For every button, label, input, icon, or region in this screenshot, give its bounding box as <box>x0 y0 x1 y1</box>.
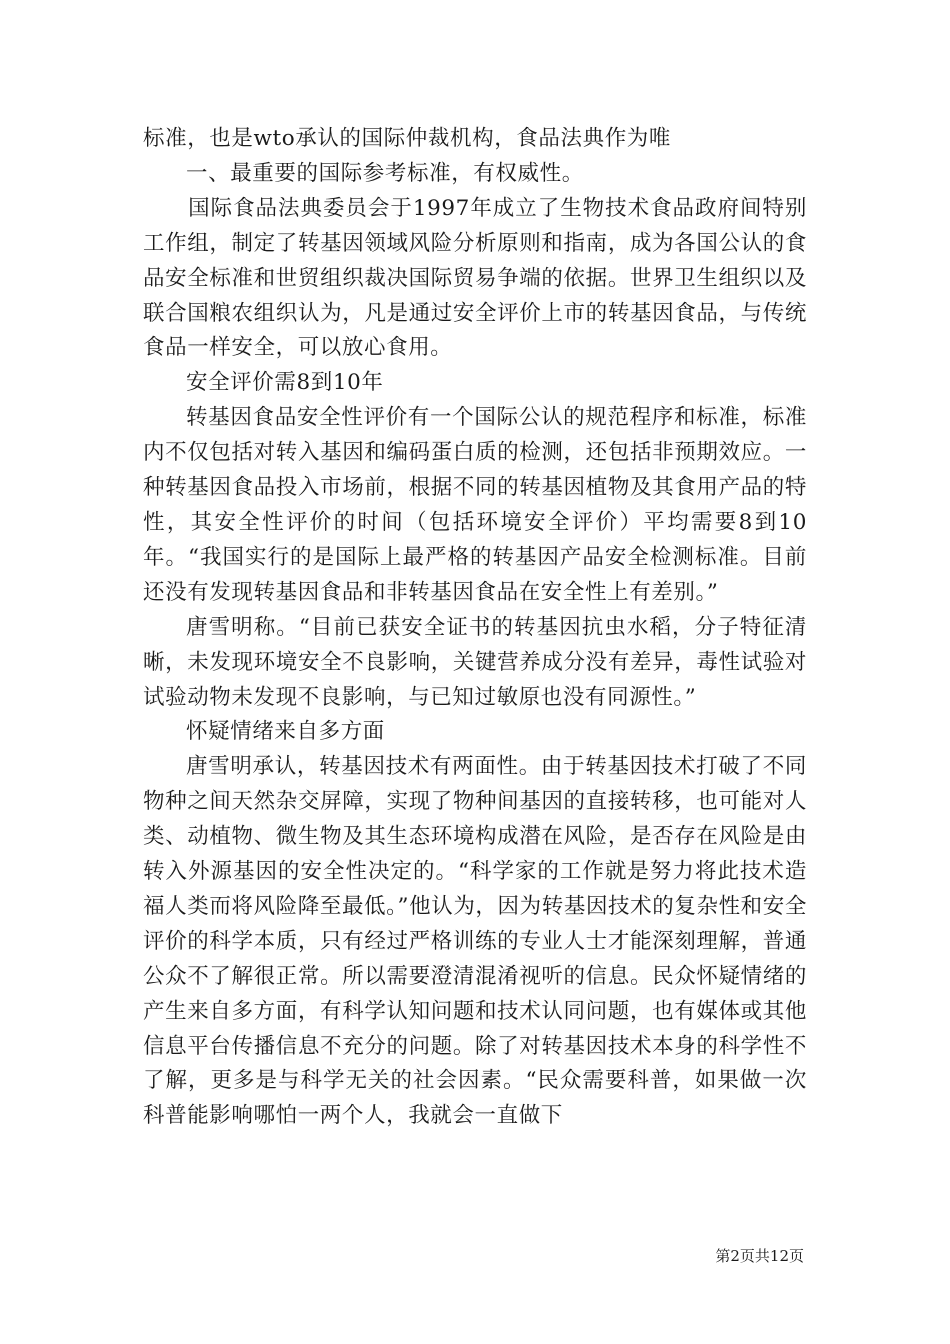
paragraph-rice-safety: 唐雪明称。“目前已获安全证书的转基因抗虫水稻，分子特征清晰，未发现环境安全不良影响，关键营养成分没有差异，毒性试验对试验动物未发现不良影响，与已知过敏原也没有同源性。” <box>143 614 807 710</box>
paragraph-continuation: 标准，也是wto承认的国际仲裁机构，食品法典作为唯 <box>143 126 671 151</box>
paragraph-evaluation-procedure: 转基因食品安全性评价有一个国际公认的规范程序和标准，标准内不仅包括对转入基因和编码蛋白质的检测，还包括非预期效应。一种转基因食品投入市场前，根据不同的转基因植物及其食用产品的特性，其安全性评价的时间（包括环境安全评价）平均需要8到10年。“我国实行的是国际上最严格的转基因产品安全检测标准。目前还没有发现转基因食品和非转基因食品在安全性上有差别。” <box>143 405 807 605</box>
paragraph-authority: 一、最重要的国际参考标准，有权威性。 <box>186 160 584 186</box>
document-body <box>143 122 807 1134</box>
section-heading-doubt-sources: 怀疑情绪来自多方面 <box>186 719 385 745</box>
page-number: 第2页共12页 <box>715 1247 804 1265</box>
section-heading-evaluation-time: 安全评价需8到10年 <box>186 370 384 396</box>
page-footer <box>0 1245 950 1266</box>
paragraph-codex-commission: 国际食品法典委员会于1997年成立了生物技术食品政府间特别工作组，制定了转基因领域风险分析原则和指南，成为各国公认的食品安全标准和世贸组织裁决国际贸易争端的依据。世界卫生组织以及联合国粮农组织认为，凡是通过安全评价上市的转基因食品，与传统食品一样安全，可以放心食用。 <box>143 195 807 361</box>
paragraph-two-sides: 唐雪明承认，转基因技术有两面性。由于转基因技术打破了不同物种之间天然杂交屏障，实现了物种间基因的直接转移，也可能对人类、动植物、微生物及其生态环境构成潜在风险，是否存在风险是由转入外源基因的安全性决定的。“科学家的工作就是努力将此技术造福人类而将风险降至最低。”他认为，因为转基因技术的复杂性和安全评价的科学本质，只有经过严格训练的专业人士才能深刻理解，普通公众不了解很正常。所以需要澄清混淆视听的信息。民众怀疑情绪的产生来自多方面，有科学认知问题和技术认同问题，也有媒体或其他信息平台传播信息不充分的问题。除了对转基因技术本身的科学性不了解，更多是与科学无关的社会因素。“民众需要科普，如果做一次科普能影响哪怕一两个人，我就会一直做下 <box>143 754 807 1129</box>
